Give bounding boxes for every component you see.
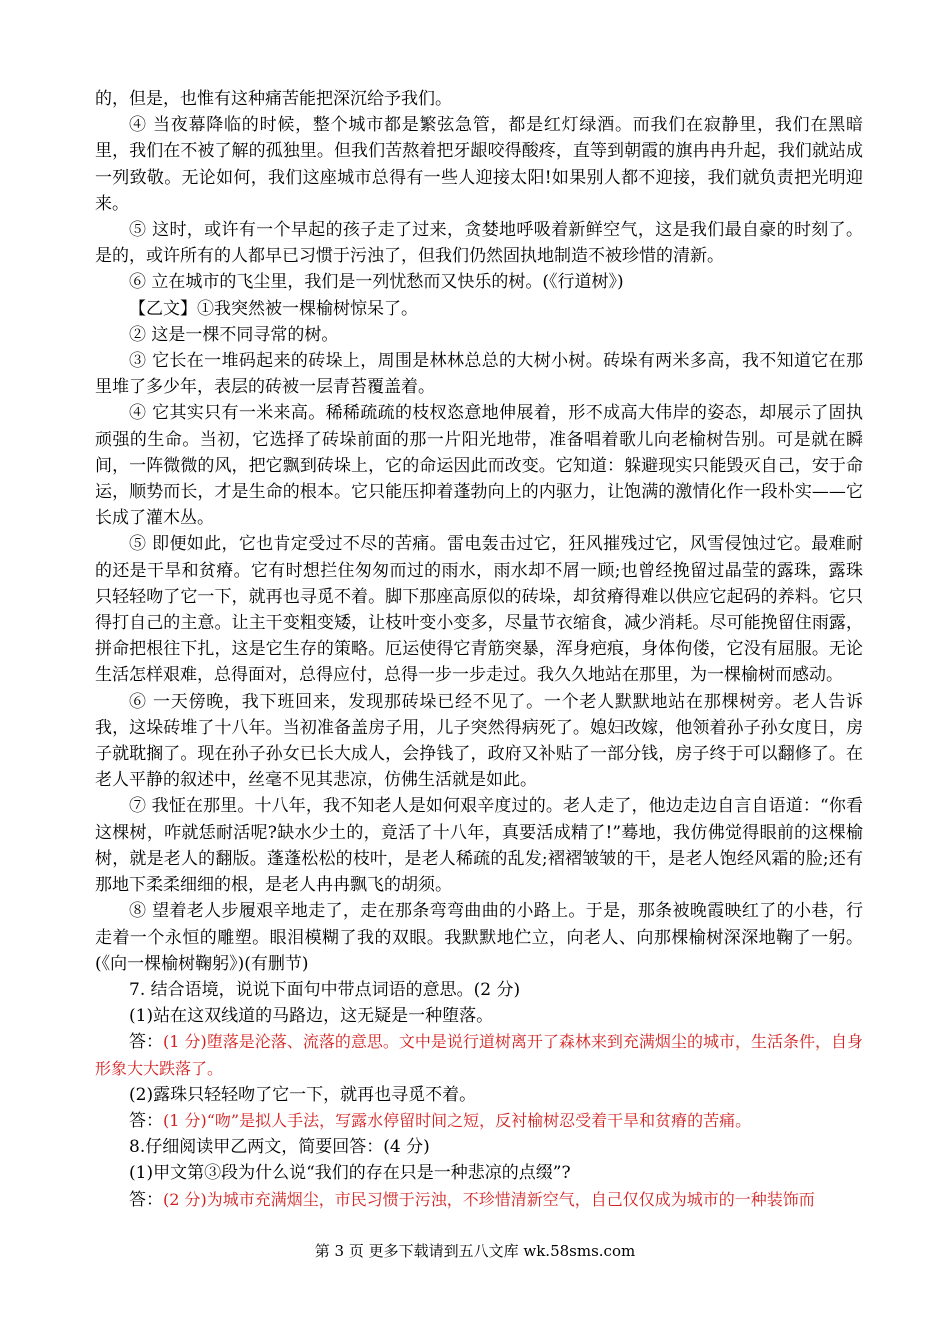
answer-text: (2 分)为城市充满烟尘，市民习惯于污浊，不珍惜清新空气，自己仅仅成为城市的一种装饰而 [163,1189,815,1209]
question-8-1: (1)甲文第③段为什么说“我们的存在只是一种悲凉的点缀”? [129,1163,571,1184]
answer-7-2 [95,1108,863,1134]
paragraph: ② 这是一棵不同寻常的树。 [129,324,339,345]
paragraph: 【乙文】①我突然被一棵榆树惊呆了。 [129,298,418,319]
paragraph: ④ 它其实只有一米来高。稀稀疏疏的枝杈恣意地伸展着，形不成高大伟岸的姿态，却展示了固执顽强的生命。当初，它选择了砖垛前面的那一片阳光地带，准备唱着歌儿向老榆树告别。可是就在瞬间，一阵微微的风，把它飘到砖垛上，它的命运因此而改变。它知道：躲避现实只能毁灭自己，安于命运，顺势而长，才是生命的根本。它只能压抑着蓬勃向上的内驱力，让饱满的激情化作一段朴实——它长成了灌木丛。 [95,403,863,529]
answer-7-1 [95,1029,863,1081]
paragraph: ⑤ 即便如此，它也肯定受过不尽的苦痛。雷电轰击过它，狂风摧残过它，风雪侵蚀过它。最难耐的还是干旱和贫瘠。它有时想拦住匆匆而过的雨水，雨水却不屑一顾;也曾经挽留过晶莹的露珠，露珠只轻轻吻了它一下，就再也寻觅不着。脚下那座高原似的砖垛，却贫瘠得难以供应它起码的养料。它只得打自己的主意。让主干变粗变矮，让枝叶变小变多，尽量节衣缩食，减少消耗。尽可能挽留住雨露，拼命把根往下扎，这是它生存的策略。厄运使得它青筋突暴，浑身疤痕，身体佝偻，它没有屈服。无论生活怎样艰难，总得面对，总得应付，总得一步一步走过。我久久地站在那里，为一棵榆树而感动。 [95,534,863,686]
paragraph: ③ 它长在一堆码起来的砖垛上，周围是林林总总的大树小树。砖垛有两米多高，我不知道它在那里堆了多少年，表层的砖被一层青苔覆盖着。 [95,351,863,398]
question-7: 7. 结合语境，说说下面句中带点词语的意思。(2 分) [129,979,521,1000]
paragraph: ⑧ 望着老人步履艰辛地走了，走在那条弯弯曲曲的小路上。于是，那条被晚霞映红了的小巷，行走着一个永恒的雕塑。眼泪模糊了我的双眼。我默默地伫立，向老人、向那棵榆树深深地鞠了一躬。 (《向一棵榆树鞠躬》)(有删节) [95,901,863,974]
paragraph: ⑤ 这时，或许有一个早起的孩子走了过来，贪婪地呼吸着新鲜空气，这是我们最自豪的时刻了。是的，或许所有的人都早已习惯于污浊了，但我们仍然固执地制造不被珍惜的清新。 [95,220,863,267]
document-body [95,86,863,1213]
question-7-1: (1)站在这双线道的马路边，这无疑是一种堕落。 [129,1006,494,1027]
paragraph: ⑥ 立在城市的飞尘里，我们是一列忧愁而又快乐的树。(《行道树》) [129,272,624,293]
paragraph: ⑥ 一天傍晚，我下班回来，发现那砖垛已经不见了。一个老人默默地站在那棵树旁。老人告诉我，这垛砖堆了十八年。当初准备盖房子用，儿子突然得病死了。媳妇改嫁，他领着孙子孙女度日，房子就耽搁了。现在孙子孙女已长大成人，会挣钱了，政府又补贴了一部分钱，房子终于可以翻修了。在老人平静的叙述中，丝毫不见其悲凉，仿佛生活就是如此。 [95,691,863,791]
answer-text: (1 分)“吻”是拟人手法，写露水停留时间之短，反衬榆树忍受着干旱和贫瘠的苦痛。 [163,1110,752,1130]
answer-label: 答： [129,1189,163,1210]
answer-8-1 [95,1187,863,1213]
question-7-2: (2)露珠只轻轻吻了它一下，就再也寻觅不着。 [129,1084,477,1105]
paragraph: ⑦ 我怔在那里。十八年，我不知老人是如何艰辛度过的。老人走了，他边走边自言自语道：“你看这棵树，咋就恁耐活呢?缺水少土的，竟活了十八年，真要活成精了!”蓦地，我仿佛觉得眼前的这棵榆树，就是老人的翻版。蓬蓬松松的枝叶，是老人稀疏的乱发;褶褶皱皱的干，是老人饱经风霜的脸;还有那地下柔柔细细的根，是老人冉冉飘飞的胡须。 [95,796,863,896]
paragraph: 的，但是，也惟有这种痛苦能把深沉给予我们。 [95,89,452,109]
paragraph: ④ 当夜幕降临的时候，整个城市都是繁弦急管，都是红灯绿酒。而我们在寂静里，我们在黑暗里，我们在不被了解的孤独里。但我们苦熬着把牙龈咬得酸疼，直等到朝霞的旗冉冉升起，我们就站成一列致敬。无论如何，我们这座城市总得有一些人迎接太阳!如果别人都不迎接，我们就负责把光明迎来。 [95,115,863,214]
answer-label: 答： [129,1032,164,1053]
answer-text: (1 分)堕落是沦落、流落的意思。文中是说行道树离开了森林来到充满烟尘的城市，生活条件，自身形象大大跌落了。 [95,1032,863,1078]
page-footer: 第 3 页 更多下载请到五八文库 wk.58sms.com [314,1242,636,1260]
question-8: 8.仔细阅读甲乙两文，简要回答：(4 分) [129,1137,430,1158]
answer-label: 答： [129,1110,163,1131]
